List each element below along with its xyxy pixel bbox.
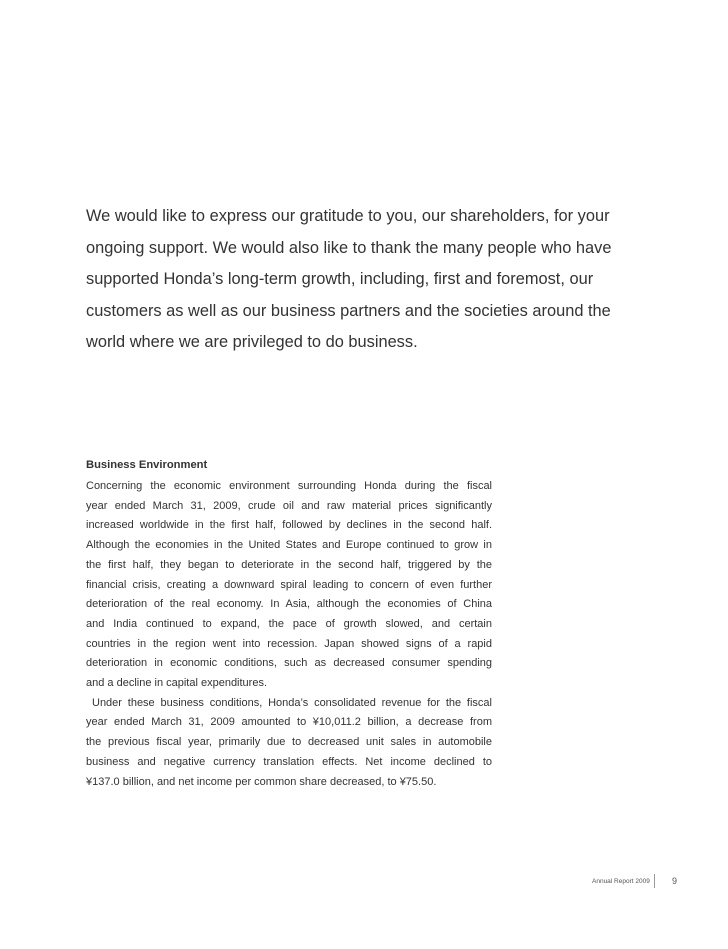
body-line: the first half, they began to deteriorate in the second half, triggered by the (86, 558, 492, 571)
footer-report-label: Annual Report 2009 (592, 878, 650, 885)
body-line: Under these business conditions, Honda’s consolidated revenue for the fiscal (92, 696, 492, 709)
body-line: financial crisis, creating a downward spiral leading to concern of even further (86, 578, 492, 591)
body-line: countries in the region went into recession. Japan showed signs of a rapid (86, 637, 492, 650)
body-line: and a decline in capital expenditures. (86, 677, 268, 690)
body-line: increased worldwide in the first half, followed by declines in the second half. (86, 519, 492, 532)
section-body (86, 477, 492, 792)
intro-line: supported Honda’s long-term growth, including, first and foremost, our (86, 270, 594, 288)
body-line: deterioration of the real economy. In Asia, although the economies of China (86, 598, 492, 611)
page-number: 9 (672, 876, 678, 886)
intro-line: We would like to express our gratitude to you, our shareholders, for your (86, 207, 610, 225)
intro-line: customers as well as our business partners and the societies around the (86, 301, 611, 320)
body-line: year ended March 31, 2009, crude oil and raw material prices significantly (86, 499, 492, 512)
body-line: the previous fiscal year, primarily due to decreased unit sales in automobile (86, 736, 492, 749)
body-line: year ended March 31, 2009 amounted to ¥10,011.2 billion, a decrease from (86, 716, 492, 729)
body-line: Concerning the economic environment surrounding Honda during the fiscal (86, 480, 492, 492)
body-line: business and negative currency translation effects. Net income declined to (86, 755, 492, 768)
footer-divider (654, 874, 655, 888)
intro-statement (86, 201, 666, 359)
intro-line: ongoing support. We would also like to thank the many people who have (86, 238, 612, 257)
body-line: ¥137.0 billion, and net income per common share decreased, to ¥75.50. (86, 775, 437, 788)
body-line: and India continued to expand, the pace of growth slowed, and certain (86, 617, 492, 630)
intro-line: world where we are privileged to do business. (86, 333, 418, 351)
body-line: Although the economies in the United States and Europe continued to grow in (86, 539, 492, 552)
section-heading: Business Environment (86, 459, 208, 471)
business-environment-section (86, 457, 492, 792)
body-line: deterioration in economic conditions, such as decreased consumer spending (86, 657, 492, 670)
